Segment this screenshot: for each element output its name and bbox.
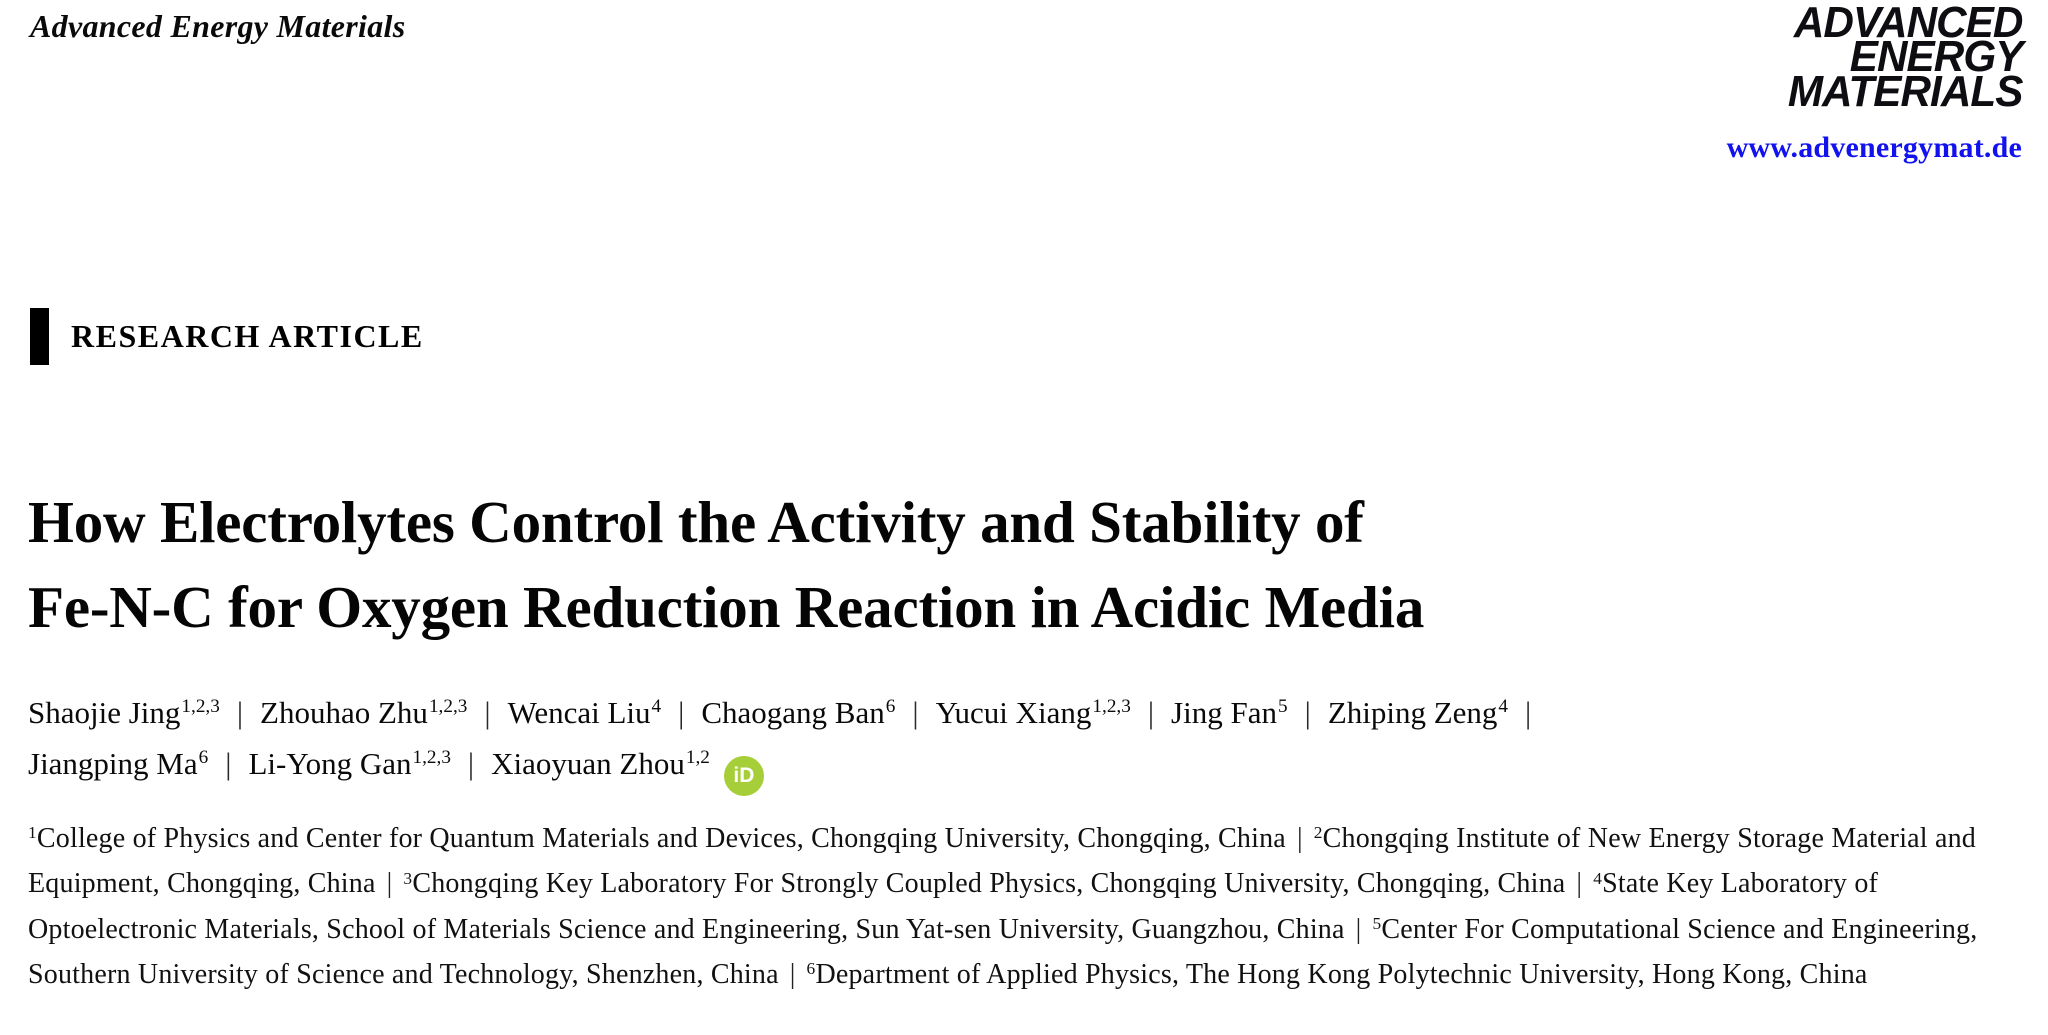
author-affiliation-sup: 1,2,3 (412, 747, 451, 769)
affiliation-separator: | (1355, 913, 1362, 945)
affiliation-separator: | (1296, 823, 1303, 854)
orcid-icon[interactable]: iD (724, 756, 764, 796)
journal-brand-block (1726, 0, 2022, 165)
article-title (28, 480, 1928, 650)
author-name: Zhouhao Zhu$^{1,2,3}$ (260, 695, 468, 730)
author-name: Zhiping Zeng$^4$ (1327, 695, 1509, 730)
author-affiliation-sup: 1,2,3 (428, 696, 468, 718)
affiliation-list (28, 816, 1978, 997)
article-title-line-2: Fe-N-C for Oxygen Reduction Reaction in Acidic Media (28, 573, 1425, 640)
author-separator: | (225, 745, 232, 781)
author-name: Shaojie Jing$^{1,2,3}$ (28, 695, 220, 730)
affiliation-number: 3 (403, 868, 413, 888)
affiliation-number: 1 (28, 823, 37, 843)
affiliation-text: State Key Laboratory of Optoelectronic Materials, School of Materials Science and Engineering, Sun Yat-sen University, Guangzhou, China (28, 868, 1879, 945)
affiliation-text: Chongqing Institute of New Energy Storage Material and Equipment, Chongqing, China (28, 823, 1977, 900)
affiliation-separator: | (386, 868, 393, 900)
kicker-bar (30, 308, 49, 365)
author-name: Yucui Xiang$^{1,2,3}$ (935, 695, 1131, 730)
affiliation-item (403, 868, 1565, 899)
author-name: Li-Yong Gan$^{1,2,3}$ (248, 745, 451, 781)
author-list (28, 688, 2003, 796)
author-separator: | (484, 695, 491, 730)
author-affiliation-sup: 1,2 (685, 747, 710, 769)
author-name: Jiangping Ma$^6$ (28, 745, 209, 781)
affiliation-text: Chongqing Key Laboratory For Strongly Coupled Physics, Chongqing University, Chongqing, China (412, 868, 1566, 900)
author-separator: | (1304, 695, 1311, 730)
affiliation-text: Department of Applied Physics, The Hong Kong Polytechnic University, Hong Kong, China (815, 959, 1868, 991)
journal-website-link[interactable]: www.advenergymat.de (1726, 130, 2022, 164)
affiliation-number: 6 (806, 959, 816, 979)
affiliation-item (28, 823, 1286, 854)
author-affiliation-sup: 1,2,3 (1092, 696, 1131, 718)
logo-line: ENERGY (1849, 32, 2022, 82)
author-affiliation-sup: 5 (1277, 696, 1288, 718)
author-name: Xiaoyuan Zhou$^{1,2}$ (491, 745, 710, 781)
author-affiliation-sup: 6 (885, 696, 896, 718)
author-affiliation-sup: 4 (1498, 696, 1509, 718)
journal-logo (1738, 0, 2022, 116)
author-separator: | (912, 695, 919, 730)
article-type-label: RESEARCH ARTICLE (71, 318, 424, 354)
author-separator: | (1525, 695, 1532, 730)
affiliation-number: 5 (1372, 914, 1382, 934)
author-affiliation-sup: 4 (651, 696, 662, 718)
author-separator: | (467, 745, 475, 781)
affiliation-text: College of Physics and Center for Quantum Materials and Devices, Chongqing University, Chongqing, China (36, 823, 1286, 854)
affiliation-number: 4 (1593, 868, 1603, 888)
affiliation-separator: | (1576, 868, 1583, 900)
author-name: Wencai Liu$^4$ (507, 695, 662, 730)
affiliation-item (807, 959, 1868, 990)
author-affiliation-sup: 1,2,3 (181, 696, 220, 718)
affiliation-number: 2 (1313, 823, 1323, 843)
affiliation-text: Center For Computational Science and Engineering, Southern University of Science and Technology, Shenzhen, China (28, 913, 1978, 991)
author-name: Chaogang Ban$^6$ (701, 695, 896, 730)
author-separator: | (1147, 695, 1155, 730)
author-separator: | (236, 695, 244, 730)
article-type-row (30, 308, 424, 365)
logo-line: ADVANCED (1793, 0, 2022, 47)
author-separator: | (678, 695, 685, 730)
author-affiliation-sup: 6 (198, 747, 209, 769)
affiliation-separator: | (789, 959, 796, 991)
logo-line: MATERIALS (1787, 66, 2022, 116)
journal-name: Advanced Energy Materials (30, 8, 406, 44)
article-title-line-1: How Electrolytes Control the Activity and Stability of (28, 489, 1364, 555)
author-name: Jing Fan$^5$ (1171, 695, 1288, 730)
